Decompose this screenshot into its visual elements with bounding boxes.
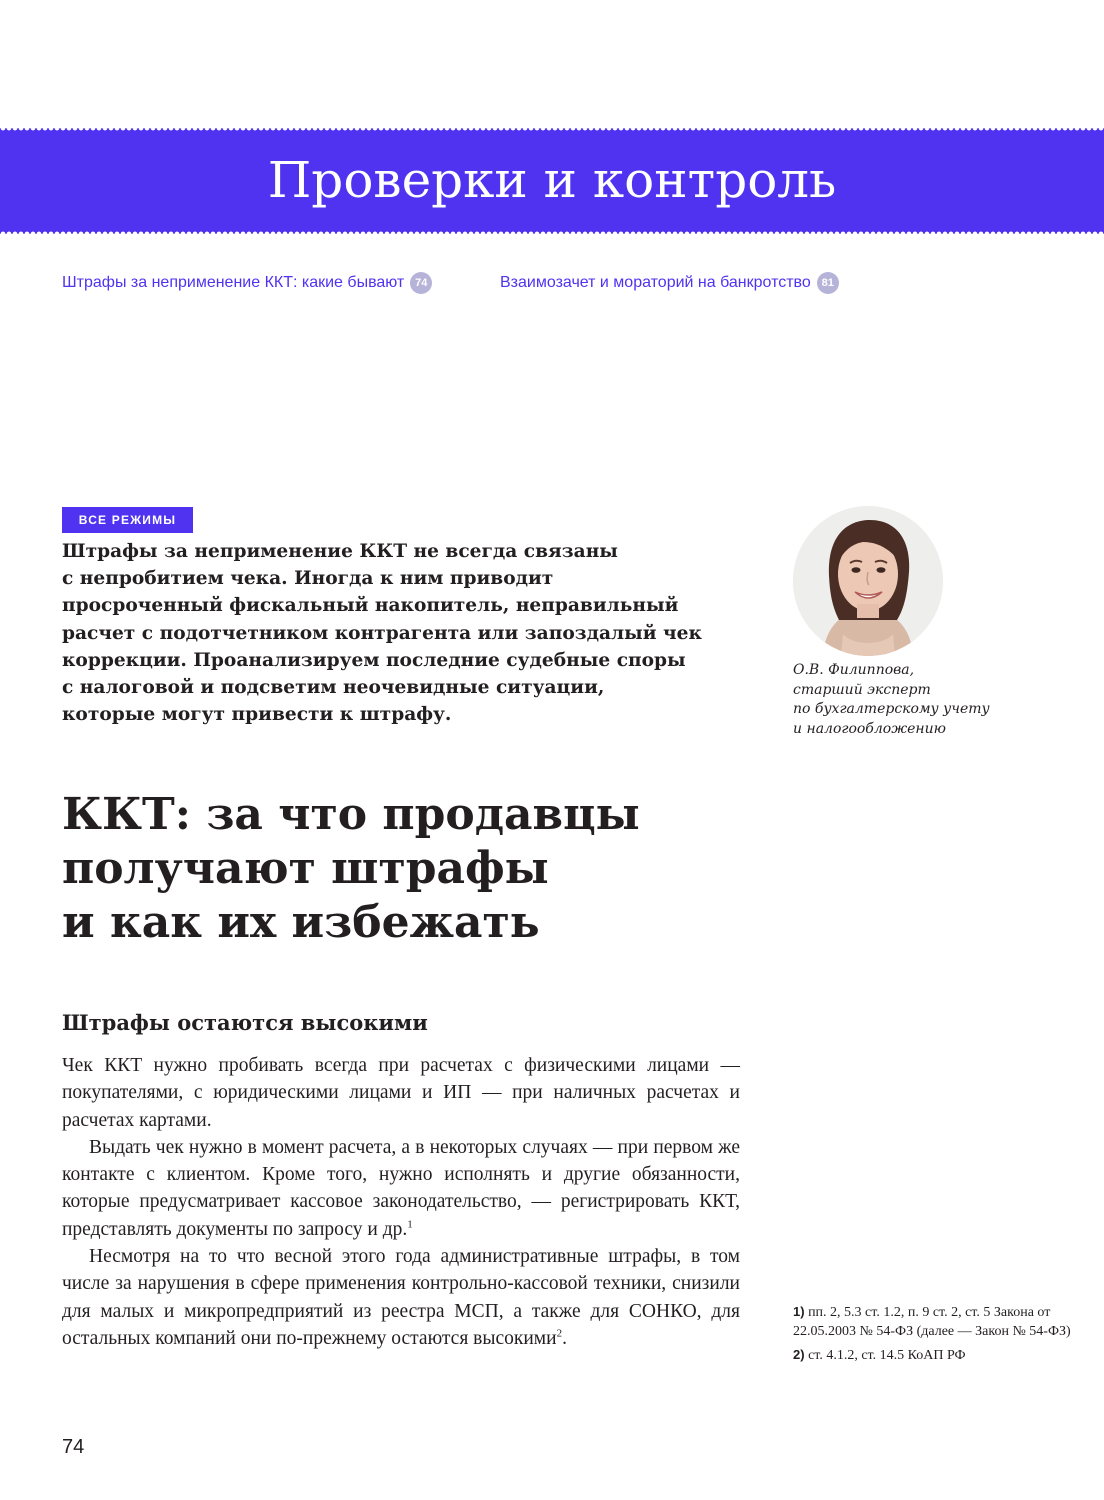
article-body xyxy=(62,1052,740,1352)
author-position: старший эксперт xyxy=(793,681,931,698)
footnote-text: ст. 4.1.2, ст. 14.5 КоАП РФ xyxy=(808,1348,966,1363)
lead-line: которые могут привести к штрафу. xyxy=(62,704,452,726)
page-number: 74 xyxy=(62,1436,85,1458)
toc-link-kkt-fines[interactable] xyxy=(62,272,432,294)
tax-mode-badge: ВСЕ РЕЖИМЫ xyxy=(62,507,193,533)
toc-links xyxy=(62,272,1064,298)
toc-link-title: Взаимозачет и мораторий на банкротство xyxy=(500,274,811,291)
section-title: Проверки и контроль xyxy=(267,151,837,209)
footnotes xyxy=(793,1302,1083,1369)
footnote-number: 2) xyxy=(793,1347,805,1362)
section-subheading: Штрафы остаются высокими xyxy=(62,1010,428,1035)
toc-page-badge: 81 xyxy=(817,272,839,294)
body-paragraph xyxy=(62,1134,740,1243)
toc-page-badge: 74 xyxy=(410,272,432,294)
footnote-ref[interactable]: 2 xyxy=(556,1327,563,1340)
lead-line: с непробитием чека. Иногда к ним приводит xyxy=(62,568,554,590)
body-paragraph xyxy=(62,1052,740,1134)
footnote-number: 1) xyxy=(793,1304,805,1319)
article-title xyxy=(62,788,742,950)
section-banner xyxy=(0,128,1104,234)
article-title-line: ККТ: за что продавцы xyxy=(62,789,640,840)
lead-line: коррекции. Проанализируем последние судебные споры xyxy=(62,649,686,671)
footnote xyxy=(793,1302,1083,1341)
author-portrait-icon xyxy=(793,506,943,656)
article-title-line: получают штрафы xyxy=(62,843,549,894)
body-paragraph xyxy=(62,1243,740,1352)
lead-line: Штрафы за неприменение ККТ не всегда связаны xyxy=(62,541,618,562)
author-photo xyxy=(793,506,943,656)
toc-link-title: Штрафы за неприменение ККТ: какие бывают xyxy=(62,274,405,291)
banner-scalloped-edge-top xyxy=(0,125,1104,131)
lead-line: расчет с подотчетником контрагента или запоздалый чек xyxy=(62,622,702,644)
footnote xyxy=(793,1345,1083,1365)
author-position: по бухгалтерскому учету xyxy=(793,701,990,717)
author-name: О.В. Филиппова, xyxy=(793,662,915,678)
paragraph-text: Выдать чек нужно в момент расчета, а в некоторых случаях — при первом же контакте с клиентом. Кроме того, нужно исполнять и другие обязанности, которые предусматривает кассовое законодательство, — регистрировать ККТ, представлять документы по запросу и др. xyxy=(62,1136,740,1240)
banner-scalloped-edge-bottom xyxy=(0,231,1104,237)
article-title-line: и как их избежать xyxy=(62,897,540,948)
lead-line: с налоговой и подсветим неочевидные ситуации, xyxy=(62,677,605,699)
author-caption xyxy=(793,661,1013,739)
paragraph-text: Несмотря на то что весной этого года административные штрафы, в том числе за нарушения в сфере применения контрольно-кассовой техники, снизили для малых и микропредприятий из реестра МСП, а также для СОНКО, для остальных компаний они по-прежнему остаются высокими xyxy=(62,1246,740,1349)
author-position: и налогообложению xyxy=(793,720,946,737)
lead-line: просроченный фискальный накопитель, неправильный xyxy=(62,595,679,617)
article-lead xyxy=(62,538,752,728)
paragraph-text: Чек ККТ нужно пробивать всегда при расчетах с физическими лицами — покупателями, с юридическими лицами и ИП — при наличных расчетах и расчетах картами. xyxy=(62,1055,740,1131)
paragraph-tail: . xyxy=(562,1327,567,1349)
toc-link-offset-moratorium[interactable] xyxy=(500,272,839,294)
footnote-text: пп. 2, 5.3 ст. 1.2, п. 9 ст. 2, ст. 5 Закона от 22.05.2003 № 54-ФЗ (далее — Закон № 54-ФЗ) xyxy=(793,1305,1071,1339)
footnote-ref[interactable]: 1 xyxy=(407,1218,413,1231)
